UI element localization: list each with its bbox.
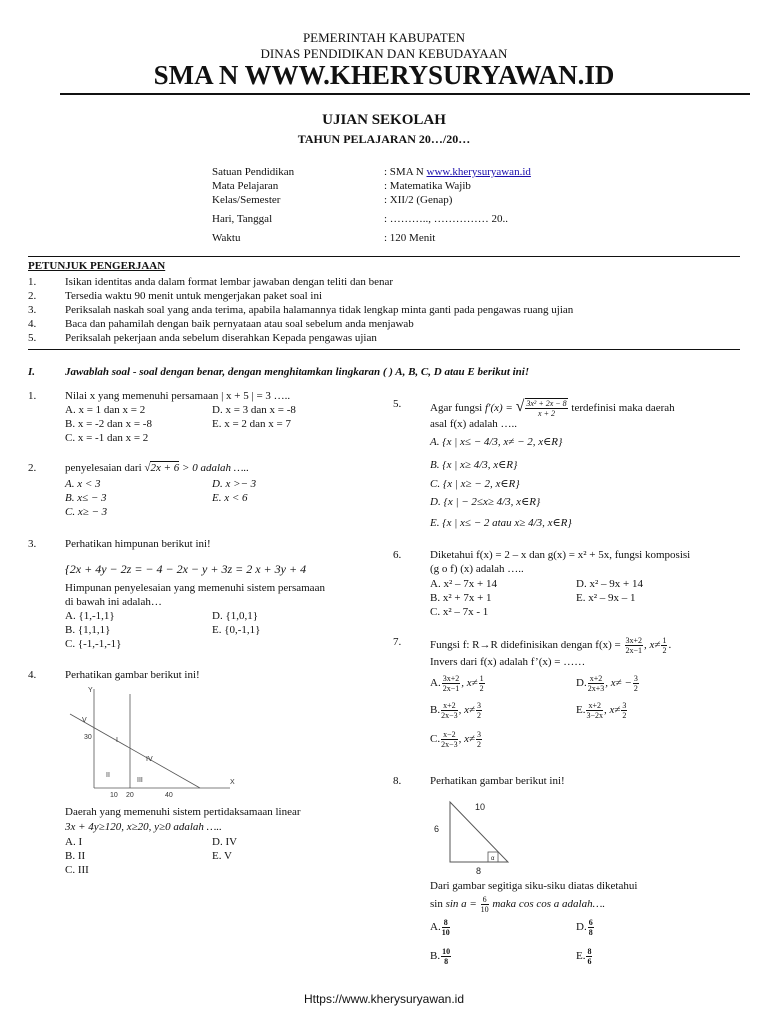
question-6 xyxy=(393,549,753,619)
graph-region-v: V xyxy=(82,717,87,724)
question-text: Invers dari f(x) adalah f’(x) = …… xyxy=(430,656,586,668)
question-stem: Perhatikan himpunan berikut ini! xyxy=(65,538,211,550)
option-e[interactable]: E. x² – 9x – 1 xyxy=(576,592,636,604)
option-a[interactable]: A. x = 1 dan x = 2 xyxy=(65,404,146,416)
option-a[interactable] xyxy=(430,674,486,693)
rule-text: Isikan identitas anda dalam format lembar jawaban dengan teliti dan benar xyxy=(65,276,394,288)
tri-angle-label: α xyxy=(491,856,495,862)
option-a[interactable]: A. {x | x≤ − 4/3, x≠ − 2, x∈R} xyxy=(430,436,563,448)
rule-number: 3. xyxy=(28,304,37,316)
option-d[interactable]: D. x = 3 dan x = -8 xyxy=(212,404,296,416)
frac-top: 10 xyxy=(442,947,451,956)
divider xyxy=(28,349,740,350)
graph-label-20: 20 xyxy=(126,792,134,799)
question-stem: Nilai x yang memenuhi persamaan | x + 5 | = 3 ….. xyxy=(65,390,291,402)
fraction xyxy=(441,730,458,749)
header-line2: DINAS PENDIDIKAN DAN KEBUDAYAAN xyxy=(260,46,508,61)
fraction xyxy=(442,918,450,937)
question-text: Himpunan penyelesaian yang memenuhi sistem persamaan xyxy=(65,582,325,594)
graph-axis-y: Y xyxy=(88,687,93,694)
option-d[interactable] xyxy=(576,674,640,693)
stem-text: > 0 adalah ….. xyxy=(182,462,250,474)
rule-text: Tersedia waktu 90 menit untuk mengerjakan paket soal ini xyxy=(65,290,323,302)
condition: , x≠ xyxy=(461,677,478,690)
question-stem xyxy=(430,398,675,418)
frac-top: 8 xyxy=(443,918,448,927)
region-graph xyxy=(60,684,250,799)
frac-top: x−2 xyxy=(443,730,456,739)
rule-number: 1. xyxy=(28,276,37,288)
info-waktu xyxy=(212,232,612,246)
stem-text: penyelesaian dari xyxy=(65,462,142,474)
fraction xyxy=(442,674,461,693)
condition: , x≠ − xyxy=(605,677,632,690)
option-b[interactable]: B. {1,1,1} xyxy=(65,624,111,636)
frac-top: 6 xyxy=(588,918,593,927)
frac-bottom: 10 xyxy=(480,905,489,914)
radicand: 2x + 6 xyxy=(150,462,180,474)
question-stem: Perhatikan gambar berikut ini! xyxy=(430,775,565,787)
graph-label-10: 10 xyxy=(110,792,118,799)
tri-hyp-label: 10 xyxy=(475,802,486,812)
condition: , x≠ xyxy=(458,704,476,717)
option-c[interactable]: C. III xyxy=(65,864,89,876)
fraction xyxy=(621,701,627,720)
footer-url[interactable]: Https://www.kherysuryawan.id xyxy=(303,992,465,1006)
option-letter: A. xyxy=(430,677,441,690)
question-number: 1. xyxy=(28,390,37,402)
question-5 xyxy=(393,398,753,538)
option-d[interactable]: D. x² – 9x + 14 xyxy=(576,578,643,590)
option-d[interactable]: D. IV xyxy=(212,836,238,848)
frac-bottom: 2 xyxy=(477,740,482,749)
fraction xyxy=(588,674,605,693)
option-e[interactable]: E. V xyxy=(212,850,232,862)
question-number: 5. xyxy=(393,398,402,410)
option-letter: D. xyxy=(576,921,587,934)
frac-bottom: 2 xyxy=(479,684,484,693)
frac-top: 3x² + 2x − 8 xyxy=(526,399,567,409)
option-b[interactable] xyxy=(430,701,483,720)
question-2 xyxy=(28,462,368,522)
frac-bottom: 2 xyxy=(633,684,638,693)
frac-top: 3x+2 xyxy=(625,636,643,645)
option-letter: D. xyxy=(576,677,587,690)
condition: , x≠ xyxy=(604,704,621,717)
condition: , x≠ xyxy=(458,733,476,746)
option-c[interactable] xyxy=(430,730,483,749)
stem-text: terdefinisi maka daerah xyxy=(571,402,675,414)
option-e[interactable] xyxy=(576,701,628,720)
option-c[interactable]: C. x = -1 dan x = 2 xyxy=(65,432,149,444)
option-letter: B. xyxy=(430,950,441,963)
info-label: Waktu xyxy=(212,232,241,244)
info-prefix: : SMA N xyxy=(384,166,427,178)
option-c[interactable]: C. x≥ − 3 xyxy=(65,506,108,518)
info-label: Kelas/Semester xyxy=(212,194,281,206)
option-d[interactable]: D. {1,0,1} xyxy=(212,610,259,622)
question-text: Dari gambar segitiga siku-siku diatas diketahui xyxy=(430,880,638,892)
info-value: : ……….., …………… 20.. xyxy=(384,213,509,225)
option-a[interactable]: A. {1,-1,1} xyxy=(65,610,115,622)
frac-top: x+2 xyxy=(589,674,603,683)
frac-bottom: 2 xyxy=(622,711,627,720)
option-b[interactable]: B. x≤ − 3 xyxy=(65,492,107,504)
option-letter: B. xyxy=(430,704,441,717)
section-number: I. xyxy=(28,366,36,378)
fraction xyxy=(625,636,644,655)
graph-label-30: 30 xyxy=(84,734,92,741)
exam-title: UJIAN SEKOLAH xyxy=(322,112,446,128)
fraction xyxy=(586,701,603,720)
frac-bottom: 2x−3 xyxy=(441,711,458,720)
graph-region-iii: III xyxy=(137,777,143,784)
question-stem: Perhatikan gambar berikut ini! xyxy=(65,669,200,681)
option-b[interactable]: B. x² + 7x + 1 xyxy=(430,592,492,604)
option-a[interactable]: A. x² – 7x + 14 xyxy=(430,578,497,590)
tri-side-label: 6 xyxy=(434,824,440,834)
question-4-body xyxy=(28,806,388,881)
stem-text: maka cos cos a adalah…. xyxy=(492,898,606,911)
exam-year: TAHUN PELAJARAN 20…/20… xyxy=(297,132,471,146)
option-e[interactable]: E. {0,-1,1} xyxy=(212,624,261,636)
option-e[interactable]: E. x < 6 xyxy=(212,492,248,504)
frac-top: x+2 xyxy=(588,701,601,710)
info-kelas xyxy=(212,194,612,208)
question-text: 3x + 4y≥120, x≥20, y≥0 adalah ….. xyxy=(65,821,222,833)
fraction xyxy=(586,947,592,966)
option-b[interactable] xyxy=(430,947,452,966)
stem-text: , x≠ xyxy=(644,639,661,652)
option-letter: E. xyxy=(576,704,586,717)
option-e[interactable]: E. {x | x≤ − 2 atau x≥ 4/3, x∈R} xyxy=(430,517,572,529)
frac-bottom: 2 xyxy=(662,646,667,655)
frac-top: 6 xyxy=(482,895,487,904)
option-b[interactable]: B. II xyxy=(65,850,86,862)
divider xyxy=(28,256,740,257)
question-stem: Fungsi f: R→R didefinisikan dengan f(x) = $\frac{3x+2}{2x-1}$ , x≠ $\frac{1}{2}$ . xyxy=(430,636,672,655)
option-letter: E. xyxy=(576,950,586,963)
frac-top: 3x+2 xyxy=(442,674,460,683)
fraction xyxy=(476,701,482,720)
frac-bottom: 2x+3 xyxy=(587,684,605,693)
option-e[interactable] xyxy=(576,947,593,966)
option-c[interactable]: C. {-1,-1,-1} xyxy=(65,638,122,650)
question-text: di bawah ini adalah… xyxy=(65,596,162,608)
rule-number: 2. xyxy=(28,290,37,302)
frac-bottom: 6 xyxy=(587,957,592,966)
rule-number: 4. xyxy=(28,318,37,330)
frac-top: 3 xyxy=(633,674,638,683)
function-name: f′(x) = xyxy=(485,402,513,414)
equation-system: {2x + 4y − 2z = − 4 − 2x − y + 3z = 2 x + 3y + 4 xyxy=(65,562,307,576)
option-d[interactable]: D. {x | − 2≤x≥ 4/3, x∈R} xyxy=(430,496,541,508)
graph-label-40: 40 xyxy=(165,792,173,799)
frac-bottom: 3−2x xyxy=(586,711,603,720)
fraction xyxy=(441,947,451,966)
sqrt-icon: √ xyxy=(515,398,525,415)
option-c[interactable]: C. {x | x≥ − 2, x∈R} xyxy=(430,478,520,490)
option-letter: C. xyxy=(430,733,441,746)
question-text: Daerah yang memenuhi sistem pertidaksamaan linear xyxy=(65,806,301,818)
option-d[interactable]: D. x >− 3 xyxy=(212,478,257,490)
fraction xyxy=(481,895,489,914)
section-instruction: Jawablah soal - soal dengan benar, dengan menghitamkan lingkaran ( ) A, B, C, D atau E berikut ini! xyxy=(65,366,530,378)
question-stem xyxy=(65,462,249,474)
option-a[interactable] xyxy=(430,918,451,937)
info-value: : Matematika Wajib xyxy=(384,180,471,192)
option-letter: A. xyxy=(430,921,441,934)
graph-axis-x: X xyxy=(230,779,235,786)
frac-bottom: 8 xyxy=(444,957,449,966)
stem-text: Agar fungsi xyxy=(430,402,483,414)
frac-top: 3 xyxy=(477,701,482,710)
frac-bottom: 10 xyxy=(441,928,450,937)
triangle-figure xyxy=(428,796,518,876)
rule-number: 5. xyxy=(28,332,37,344)
option-a[interactable]: A. I xyxy=(65,836,83,848)
frac-bottom: 2x−3 xyxy=(441,740,458,749)
question-text: (g o f) (x) adalah ….. xyxy=(430,563,524,575)
question-number: 2. xyxy=(28,462,37,474)
question-text xyxy=(430,895,605,914)
frac-bottom: 2x−1 xyxy=(442,684,460,693)
option-a[interactable]: A. x < 3 xyxy=(65,478,101,490)
question-number: 3. xyxy=(28,538,37,550)
header-line1: PEMERINTAH KABUPATEN xyxy=(302,30,466,45)
frac-top: 1 xyxy=(662,636,667,645)
question-8 xyxy=(393,775,753,795)
question-number: 8. xyxy=(393,775,402,787)
graph-region-ii: II xyxy=(106,772,110,779)
rule-text: Baca dan pahamilah dengan baik pernyataan atau soal sebelum anda menjawab xyxy=(65,318,414,330)
stem-text: Fungsi f: R→R didefinisikan dengan f(x) = xyxy=(430,639,621,652)
info-value: : 120 Menit xyxy=(384,232,436,244)
question-3 xyxy=(28,538,388,653)
info-satuan xyxy=(212,166,612,180)
question-number: 4. xyxy=(28,669,37,681)
rule-text: Periksalah naskah soal yang anda terima, apabila halamannya tidak lengkap minta ganti pada pengawas ruang ujian xyxy=(65,304,574,316)
option-d[interactable] xyxy=(576,918,595,937)
root-fraction xyxy=(525,398,567,418)
option-b[interactable]: B. x = -2 dan x = -8 xyxy=(65,418,152,430)
header-divider xyxy=(60,93,750,95)
question-8-body xyxy=(393,880,753,970)
school-link[interactable]: www.kherysuryawan.id xyxy=(426,166,531,178)
fraction xyxy=(588,918,594,937)
info-label: Satuan Pendidikan xyxy=(212,166,295,178)
info-hari xyxy=(212,213,612,227)
question-number: 7. xyxy=(393,636,402,648)
fraction xyxy=(633,674,639,693)
frac-top: x+2 xyxy=(443,701,456,710)
option-e[interactable]: E. x = 2 dan x = 7 xyxy=(212,418,292,430)
question-1 xyxy=(28,390,368,450)
frac-bottom: 2 xyxy=(477,711,482,720)
fraction xyxy=(441,701,458,720)
graph-region-iv: IV xyxy=(146,756,153,763)
info-value xyxy=(384,166,531,178)
petunjuk-title: PETUNJUK PENGERJAAN xyxy=(28,260,166,272)
rule-text: Periksalah pekerjaan anda sebelum diserahkan Kepada pengawas ujian xyxy=(65,332,377,344)
frac-top: 8 xyxy=(587,947,592,956)
tri-base-label: 8 xyxy=(476,866,482,876)
option-c[interactable]: C. x² – 7x - 1 xyxy=(430,606,489,618)
frac-bottom: 2x−1 xyxy=(625,646,643,655)
frac-top: 3 xyxy=(622,701,627,710)
info-value: : XII/2 (Genap) xyxy=(384,194,453,206)
info-mapel xyxy=(212,180,612,194)
frac-top: 1 xyxy=(479,674,484,683)
info-label: Mata Pelajaran xyxy=(212,180,279,192)
option-b[interactable]: B. {x | x≥ 4/3, x∈R} xyxy=(430,459,518,471)
fraction xyxy=(476,730,482,749)
question-stem: Diketahui f(x) = 2 – x dan g(x) = x² + 5x, fungsi komposisi xyxy=(430,549,691,561)
question-7 xyxy=(393,636,753,756)
sqrt-icon: √ xyxy=(144,462,151,474)
frac-top: 3 xyxy=(477,730,482,739)
stem-text: sin a = xyxy=(445,898,477,911)
school-name: SMA N WWW.KHERYSURYAWAN.ID xyxy=(153,60,615,90)
fraction xyxy=(479,674,485,693)
question-text: asal f(x) adalah ….. xyxy=(430,418,518,430)
fraction xyxy=(661,636,667,655)
graph-region-i: I xyxy=(116,737,118,744)
frac-bottom: 8 xyxy=(588,928,593,937)
frac-bottom: x + 2 xyxy=(538,409,555,419)
question-number: 6. xyxy=(393,549,402,561)
info-label: Hari, Tanggal xyxy=(212,213,273,225)
stem-text: sin xyxy=(430,898,443,911)
